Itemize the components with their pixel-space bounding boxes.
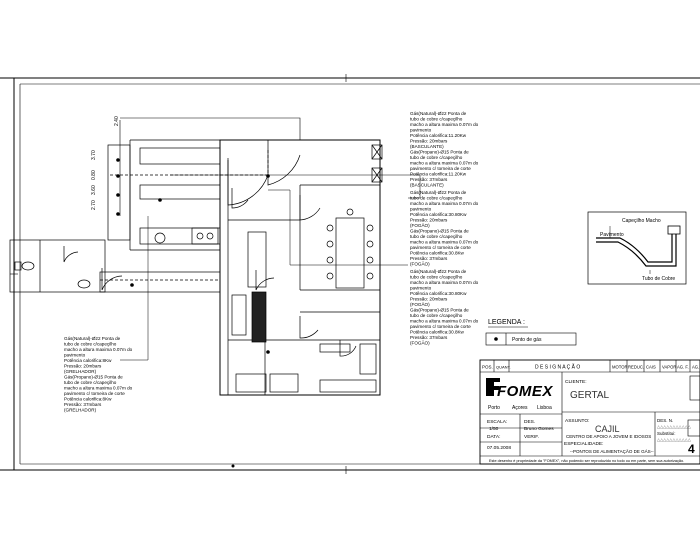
note-line: Potência calorifica:30.80Kw — [410, 291, 467, 296]
legend-item: Ponto de gás — [512, 337, 542, 343]
note-line: pavimento c/ torneira de corte — [64, 391, 125, 396]
note-line: Potência calorifica:11.20Kw — [410, 171, 467, 177]
note-line: Gás(Natural)-Ø22 Ponta de — [64, 336, 121, 341]
subst-value: △△△△△△△△△△△ — [657, 437, 691, 442]
note-line: tubo de cobre c/capeçilho — [410, 195, 463, 201]
note-line: tubo de cobre c/capeçilho — [64, 341, 117, 347]
note-line: macho a altura maxima 0.07m do — [410, 201, 479, 206]
subst-label: Substitui: — [657, 431, 676, 436]
header-vapor: VAPOR — [662, 364, 677, 370]
note-line: Potência calorifica:11.20Kw — [410, 133, 467, 138]
note-top-right-1 — [410, 111, 479, 188]
especialidade-value: --PONTOS DE ALIMENTAÇÃO DE GÁS-- — [570, 449, 654, 454]
header-designacao: D E S I G N A Ç Ã O — [535, 364, 581, 371]
note-top-right-3 — [410, 269, 479, 346]
note-line: pavimento — [64, 352, 86, 358]
detail-label-left: Pavimento — [600, 232, 624, 238]
note-line: Pressão: 20mbars — [64, 363, 102, 369]
note-line: macho a altura maxima 0.07m do — [410, 318, 479, 324]
note-line: Gás(Propano)-Ø15 Ponta de — [410, 228, 469, 234]
note-line: (GRELHADOR) — [64, 407, 97, 413]
note-top-right-2 — [410, 190, 479, 267]
note-line: (GRELHADOR) — [64, 369, 97, 374]
especialidade-label: ESPECIALIDADE: — [564, 442, 604, 447]
assunto-sub: CENTRO DE APOIO A JOVEM E IDOSOS — [566, 434, 652, 439]
header-ag-f: AG. F. — [677, 364, 689, 370]
fomex-logo — [486, 378, 553, 400]
note-line: tubo de cobre c/capeçilho — [410, 116, 463, 122]
note-line: tubo de cobre c/capeçilho — [410, 274, 463, 280]
note-line: Pressão: 37mbars — [64, 402, 102, 407]
note-line: tubo de cobre c/capeçilho — [410, 155, 463, 160]
note-line: tubo de cobre c/capeçilho — [410, 234, 463, 239]
note-line: tubo de cobre c/capeçilho — [410, 313, 463, 318]
verif-label: VERIF. — [524, 435, 539, 440]
note-line: (FOGÃO) — [410, 340, 430, 346]
des-value: Bruno Gomes — [524, 427, 554, 432]
note-line: Pressão: 20mbars — [410, 296, 448, 302]
gas-point-icon — [494, 337, 498, 341]
note-line: Gás(Natural)-Ø22 Ponta de — [410, 111, 467, 116]
note-line: Gás(Propano)-Ø15 Ponta de — [410, 307, 469, 313]
note-line: (BASCULANTE) — [410, 144, 444, 149]
note-line: macho a altura maxima 0.07m do — [64, 347, 133, 352]
dim-2: 3.70 — [91, 150, 97, 160]
note-line: (FOGÃO) — [410, 223, 430, 228]
des-n-value: △△△△△△△△△△△ — [657, 424, 691, 429]
note-line: tubo de cobre c/capeçilho — [64, 380, 117, 385]
note-line: Gás(Natural)-Ø22 Ponta de — [410, 269, 467, 274]
escala-value: 1/50 — [489, 427, 499, 432]
note-line: pavimento — [410, 127, 432, 133]
frame-marker — [232, 465, 235, 468]
note-line: pavimento — [410, 285, 432, 291]
data-label: DATA: — [487, 435, 501, 440]
note-line: Potência calorifica:30.80Kw — [410, 212, 467, 217]
dim-5: 2.70 — [91, 200, 97, 210]
header-cais: CAIS — [646, 364, 656, 370]
des-label: DES. — [524, 420, 536, 425]
office-acores: Açores — [512, 405, 528, 411]
note-line: Pressão: 37mbars — [410, 256, 448, 261]
cliente-label: CLIENTE: — [565, 380, 587, 385]
note-line: Pressão: 20mbars — [410, 217, 448, 223]
note-line: macho a altura maxima 0.07m do — [410, 280, 479, 285]
legend-title: LEGENDA : — [488, 319, 525, 326]
dim-4: 3.60 — [91, 185, 97, 195]
note-line: macho a altura maxima 0.07m do — [410, 122, 479, 127]
escala-label: ESCALA: — [487, 420, 508, 425]
sheet-number: 4 — [688, 442, 695, 456]
des-n-label: DES. N. — [657, 418, 674, 423]
note-line: (FOGÃO) — [410, 261, 430, 267]
header-quant: QUANT. — [496, 364, 511, 370]
header-pos: POS. — [482, 364, 493, 370]
note-line: Gás(Propano)-Ø15 Ponta de — [410, 149, 469, 155]
dim-3: 0.80 — [91, 170, 97, 180]
note-line: macho a altura maxima 0.07m do — [410, 160, 479, 166]
note-left — [64, 336, 133, 413]
note-line: Potência calorifica:30.8Kw — [410, 250, 464, 256]
legend — [486, 319, 576, 345]
note-line: pavimento c/ torneira de corte — [410, 245, 471, 250]
assunto-label: ASSUNTO: — [565, 419, 590, 424]
data-value: 07.05.2008 — [487, 446, 512, 451]
detail-label-top: Capeçilho Macho — [622, 218, 661, 224]
dimensions — [91, 116, 120, 210]
note-line: Gás(Propano)-Ø15 Ponta de — [64, 374, 123, 380]
note-line: pavimento c/ torneira de corte — [410, 324, 471, 329]
note-line: Pressão: 37mbars — [410, 335, 448, 340]
header-motor: MOTOR — [612, 364, 628, 370]
detail-label-bottom: Tubo de Cobre — [642, 276, 676, 282]
note-line: Potência calorifica:8Kw — [64, 358, 112, 363]
note-line: macho a altura maxima 0.07m do — [410, 239, 479, 245]
note-line: Gás(Natural)-Ø22 Ponta de — [410, 190, 467, 195]
title-block-text — [482, 364, 699, 464]
office-porto: Porto — [488, 405, 500, 411]
logo-text: FOMEX — [497, 383, 553, 400]
note-line: pavimento c/ torneira de corte — [410, 166, 471, 171]
cliente-value: GERTAL — [570, 390, 610, 401]
note-line: pavimento — [410, 206, 432, 212]
assunto-value: CAJIL — [595, 424, 620, 434]
header-reduc: REDUC. — [628, 364, 645, 370]
gas-points — [116, 158, 270, 354]
header-ag: AG. — [692, 364, 700, 370]
note-line: (FOGÃO) — [410, 302, 430, 307]
ownership-footer: Este desenho é propriedade da "FOMEX", não podendo ser reproduzido no todo ou em parte, sem sua autorização. — [489, 459, 685, 463]
note-line: Potência calorifica:30.8Kw — [410, 329, 464, 335]
note-line: Potência calorifica:8Kw — [64, 396, 112, 402]
office-lisboa: Lisboa — [537, 405, 552, 411]
note-line: (BASCULANTE) — [410, 182, 444, 188]
note-line: macho a altura maxima 0.07m do — [64, 385, 133, 391]
note-line: Pressão: 37mbars — [410, 177, 448, 182]
pipe-detail — [588, 212, 686, 284]
dim-1: 2.40 — [114, 116, 120, 126]
note-line: Pressão: 20mbars — [410, 138, 448, 144]
